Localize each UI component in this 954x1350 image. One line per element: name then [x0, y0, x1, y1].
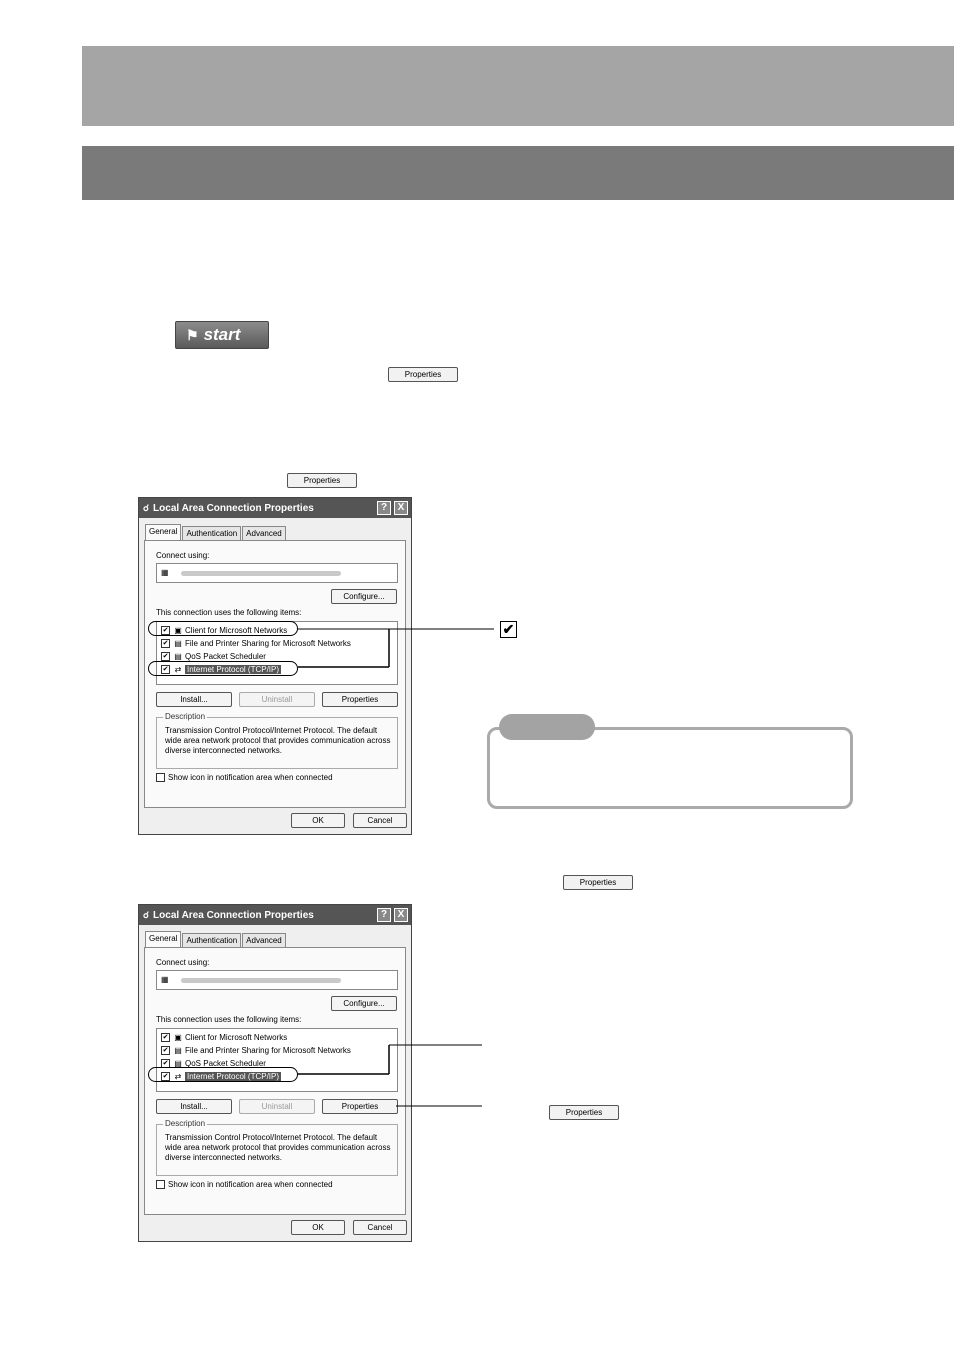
uninstall-button[interactable]: Uninstall	[239, 1099, 315, 1114]
close-button[interactable]: X	[394, 501, 408, 515]
item-label: Internet Protocol (TCP/IP)	[187, 664, 280, 674]
scheduler-icon: ▤	[174, 1058, 182, 1068]
close-button[interactable]: X	[394, 908, 408, 922]
start-button-label: start	[203, 325, 241, 344]
connect-using-label: Connect using:	[156, 958, 210, 967]
connect-using-label: Connect using:	[156, 551, 210, 560]
network-icon: ☌	[143, 502, 150, 513]
properties-button-inline-3[interactable]: Properties	[563, 875, 633, 890]
properties-button-inline-2[interactable]: Properties	[287, 473, 357, 488]
tab-authentication[interactable]: Authentication	[182, 933, 241, 947]
item-label: File and Printer Sharing for Microsoft Networks	[185, 638, 351, 648]
uninstall-button[interactable]: Uninstall	[239, 692, 315, 707]
checkbox[interactable]: ✔	[162, 1059, 169, 1067]
checkmark-icon: ✔	[500, 621, 517, 638]
cancel-button[interactable]: Cancel	[353, 1220, 407, 1235]
checkbox[interactable]: ✔	[162, 639, 169, 647]
printer-icon: ▤	[174, 638, 182, 648]
checkbox[interactable]: ✔	[162, 1033, 169, 1041]
network-icon: ☌	[143, 909, 150, 920]
client-icon: ▣	[174, 625, 182, 635]
description-text: Transmission Control Protocol/Internet Protocol. The default wide area network protocol that provides communication across diverse interconnected networks.	[165, 1133, 391, 1162]
client-icon: ▣	[174, 1032, 182, 1042]
configure-button[interactable]: Configure...	[331, 589, 397, 604]
show-icon-label: Show icon in notification area when connected	[168, 1180, 333, 1189]
dialog-title: Local Area Connection Properties	[153, 502, 314, 514]
properties-button-inline-1[interactable]: Properties	[388, 367, 458, 382]
ok-button[interactable]: OK	[291, 1220, 345, 1235]
tab-general[interactable]: General	[145, 931, 181, 947]
item-label: Client for Microsoft Networks	[185, 1032, 288, 1042]
install-button[interactable]: Install...	[156, 1099, 232, 1114]
install-button[interactable]: Install...	[156, 692, 232, 707]
description-legend: Description	[165, 1119, 206, 1128]
checkbox[interactable]: ✔	[162, 1046, 169, 1054]
tab-general[interactable]: General	[145, 524, 181, 540]
items-label: This connection uses the following items:	[156, 608, 302, 617]
description-text: Transmission Control Protocol/Internet Protocol. The default wide area network protocol that provides communication across diverse interconnected networks.	[165, 726, 391, 755]
properties-button[interactable]: Properties	[322, 692, 398, 707]
dialog-title: Local Area Connection Properties	[153, 909, 314, 921]
item-label: Internet Protocol (TCP/IP)	[187, 1071, 280, 1081]
printer-icon: ▤	[174, 1045, 182, 1055]
show-icon-label: Show icon in notification area when connected	[168, 773, 333, 782]
protocol-icon: ⇄	[174, 664, 182, 674]
tab-advanced[interactable]: Advanced	[242, 933, 286, 947]
checkbox[interactable]: ✔	[162, 665, 169, 673]
item-label: File and Printer Sharing for Microsoft Networks	[185, 1045, 351, 1055]
properties-button[interactable]: Properties	[322, 1099, 398, 1114]
protocol-icon: ⇄	[174, 1071, 182, 1081]
ok-button[interactable]: OK	[291, 813, 345, 828]
tab-advanced[interactable]: Advanced	[242, 526, 286, 540]
tab-authentication[interactable]: Authentication	[182, 526, 241, 540]
windows-flag-icon: ⚑	[186, 326, 199, 343]
item-label: QoS Packet Scheduler	[185, 651, 266, 661]
configure-button[interactable]: Configure...	[331, 996, 397, 1011]
items-label: This connection uses the following items:	[156, 1015, 302, 1024]
checkbox[interactable]: ✔	[162, 626, 169, 634]
properties-button-inline-4[interactable]: Properties	[549, 1105, 619, 1120]
help-button[interactable]: ?	[377, 908, 391, 922]
checkbox[interactable]: ✔	[162, 1072, 169, 1080]
item-label: QoS Packet Scheduler	[185, 1058, 266, 1068]
nic-icon: ▦	[161, 568, 169, 577]
checkbox[interactable]: ✔	[162, 652, 169, 660]
item-label: Client for Microsoft Networks	[185, 625, 288, 635]
nic-icon: ▦	[161, 975, 169, 984]
scheduler-icon: ▤	[174, 651, 182, 661]
description-legend: Description	[165, 712, 206, 721]
note-tab	[499, 714, 595, 740]
cancel-button[interactable]: Cancel	[353, 813, 407, 828]
help-button[interactable]: ?	[377, 501, 391, 515]
